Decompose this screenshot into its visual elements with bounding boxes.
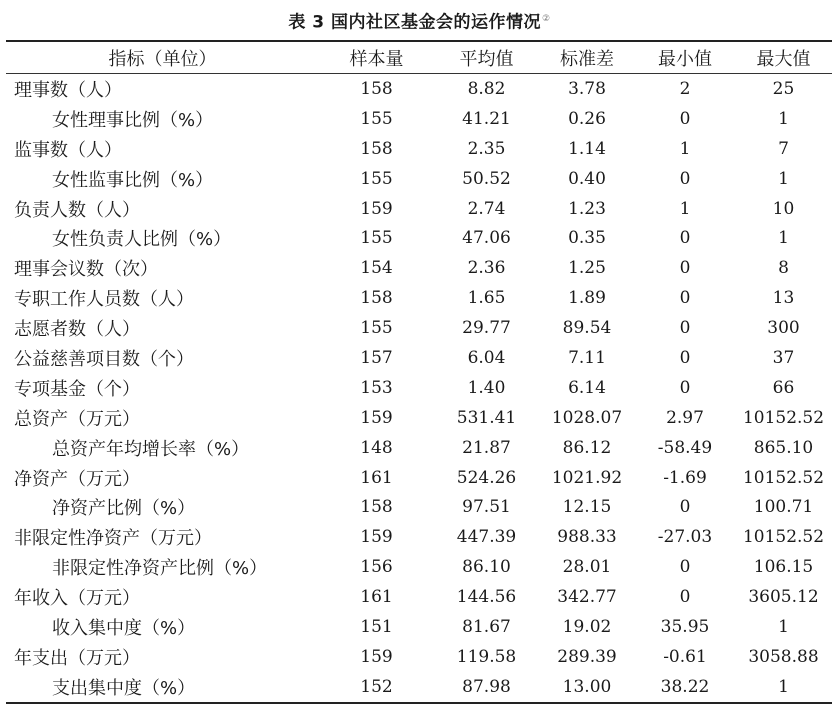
cell-min: -58.49 [657,437,713,458]
cell-mean: 1.65 [467,288,506,309]
header-mean: 平均值 [434,41,539,74]
cell-mean: 2.36 [467,258,506,279]
cell-min: 0 [679,587,691,608]
cell-std-dev: 3.78 [568,78,606,99]
cell-max: 1 [778,228,789,249]
cell-indicator: 女性理事比例（%） [52,109,214,131]
cell-min: 0 [679,168,691,189]
cell-max: 300 [767,318,800,339]
header-sample-size: 样本量 [319,41,434,74]
table-header [6,41,832,74]
table-title-text: 表 3 国内社区基金会的运作情况 [288,12,542,33]
cell-std-dev: 988.33 [557,527,617,548]
table-row [6,492,832,522]
cell-max: 10152.52 [742,467,825,488]
cell-mean: 524.26 [456,467,517,488]
cell-sample-size: 155 [360,318,393,339]
cell-sample-size: 151 [360,616,393,637]
cell-std-dev: 6.14 [568,377,606,398]
table-row [6,552,832,582]
cell-indicator: 公益慈善项目数（个） [14,348,194,370]
cell-std-dev: 0.26 [568,108,606,129]
cell-min: 2.97 [666,407,704,428]
table-row [6,463,832,493]
table-row [6,343,832,373]
cell-std-dev: 0.35 [568,228,606,249]
cell-min: 0 [679,228,691,249]
cell-indicator: 净资产（万元） [14,468,140,490]
table-row [6,194,832,224]
cell-max: 1 [778,108,789,129]
cell-max: 37 [772,347,795,368]
cell-mean: 531.41 [456,407,517,428]
cell-min: 38.22 [660,676,710,697]
statistics-table [6,40,832,704]
cell-std-dev: 0.40 [568,168,606,189]
cell-sample-size: 158 [360,497,393,518]
cell-std-dev: 7.11 [568,347,606,368]
header-row [6,41,832,74]
cell-mean: 447.39 [456,527,517,548]
footnote-marker: ② [542,14,551,24]
table-row [6,74,832,104]
cell-min: -1.69 [663,467,707,488]
table-row [6,164,832,194]
cell-max: 106.15 [753,557,814,578]
cell-indicator: 净资产比例（%） [52,498,196,520]
cell-max: 10 [772,198,795,219]
table-title [0,4,839,34]
cell-std-dev: 1021.92 [551,467,623,488]
cell-sample-size: 159 [360,407,393,428]
cell-mean: 2.74 [467,198,506,219]
table-row [6,403,832,433]
cell-min: 0 [679,377,691,398]
header-max: 最大值 [735,41,832,74]
cell-indicator: 理事数（人） [14,79,122,101]
table-row [6,642,832,672]
cell-max: 1 [778,616,789,637]
cell-min: 2 [679,78,691,99]
table-row [6,373,832,403]
cell-mean: 41.21 [462,108,511,129]
table-body [6,74,832,703]
cell-indicator: 志愿者数（人） [14,319,140,341]
cell-mean: 6.04 [467,347,506,368]
cell-indicator: 监事数（人） [14,139,122,161]
cell-mean: 29.77 [462,318,511,339]
cell-indicator: 年收入（万元） [14,588,140,610]
cell-indicator: 总资产（万元） [14,408,140,430]
cell-max: 100.71 [753,497,814,518]
cell-indicator: 收入集中度（%） [52,617,196,639]
table-row [6,522,832,552]
cell-sample-size: 153 [360,377,393,398]
cell-sample-size: 159 [360,646,393,667]
table-row [6,253,832,283]
cell-min: 35.95 [660,616,710,637]
cell-min: 0 [679,557,691,578]
cell-std-dev: 1028.07 [551,407,623,428]
cell-mean: 86.10 [462,557,511,578]
cell-max: 13 [772,288,795,309]
cell-std-dev: 86.12 [562,437,612,458]
table-row [6,134,832,164]
cell-std-dev: 13.00 [562,676,612,697]
table-row [6,223,832,253]
header-min: 最小值 [635,41,735,74]
cell-max: 1 [778,676,789,697]
table-row [6,582,832,612]
cell-max: 1 [778,168,789,189]
cell-sample-size: 154 [360,258,393,279]
cell-std-dev: 19.02 [562,616,612,637]
cell-sample-size: 158 [360,78,393,99]
cell-min: 1 [679,198,691,219]
cell-sample-size: 157 [360,347,393,368]
cell-mean: 50.52 [462,168,511,189]
cell-sample-size: 158 [360,138,393,159]
cell-min: -0.61 [663,646,707,667]
table-row [6,313,832,343]
cell-mean: 1.40 [467,377,506,398]
cell-sample-size: 158 [360,288,393,309]
cell-max: 10152.52 [742,527,825,548]
table-row [6,283,832,313]
cell-mean: 81.67 [462,616,511,637]
cell-mean: 97.51 [462,497,511,518]
cell-max: 66 [772,377,795,398]
cell-sample-size: 159 [360,527,393,548]
cell-min: 1 [679,138,691,159]
cell-indicator: 负责人数（人） [14,199,140,221]
cell-min: 0 [679,318,691,339]
cell-sample-size: 152 [360,676,393,697]
cell-max: 865.10 [753,437,814,458]
cell-indicator: 支出集中度（%） [52,677,196,699]
cell-max: 10152.52 [742,407,825,428]
cell-std-dev: 1.23 [568,198,606,219]
cell-sample-size: 159 [360,198,393,219]
cell-indicator: 非限定性净资产（万元） [14,528,212,550]
cell-min: 0 [679,108,691,129]
cell-indicator: 总资产年均增长率（%） [52,438,250,460]
cell-min: 0 [679,288,691,309]
cell-min: 0 [679,347,691,368]
cell-sample-size: 148 [360,437,393,458]
cell-indicator: 专项基金（个） [14,378,140,400]
cell-mean: 119.58 [456,646,517,667]
table-row [6,612,832,642]
cell-indicator: 非限定性净资产比例（%） [52,558,268,580]
cell-mean: 8.82 [467,78,506,99]
cell-mean: 144.56 [456,587,517,608]
cell-max: 25 [772,78,795,99]
cell-sample-size: 155 [360,108,393,129]
table-row [6,104,832,134]
cell-sample-size: 161 [360,467,393,488]
cell-mean: 87.98 [462,676,511,697]
table-row [6,672,832,703]
cell-std-dev: 342.77 [557,587,617,608]
cell-std-dev: 289.39 [557,646,617,667]
cell-mean: 2.35 [467,138,506,159]
cell-std-dev: 1.25 [568,258,606,279]
cell-max: 7 [778,138,789,159]
cell-sample-size: 161 [360,587,393,608]
cell-min: 0 [679,258,691,279]
cell-mean: 47.06 [462,228,511,249]
cell-min: -27.03 [657,527,713,548]
table-row [6,433,832,463]
header-std-dev: 标准差 [539,41,635,74]
cell-std-dev: 28.01 [562,557,612,578]
cell-indicator: 专职工作人员数（人） [14,289,194,311]
header-indicator: 指标（单位） [6,41,319,74]
cell-max: 3058.88 [748,646,819,667]
cell-sample-size: 155 [360,228,393,249]
cell-max: 8 [778,258,789,279]
cell-std-dev: 12.15 [562,497,612,518]
cell-mean: 21.87 [462,437,511,458]
cell-indicator: 年支出（万元） [14,647,140,669]
cell-min: 0 [679,497,691,518]
cell-sample-size: 155 [360,168,393,189]
cell-std-dev: 89.54 [562,318,612,339]
cell-indicator: 女性负责人比例（%） [52,229,232,251]
cell-indicator: 女性监事比例（%） [52,169,214,191]
cell-max: 3605.12 [748,587,819,608]
cell-std-dev: 1.14 [568,138,606,159]
cell-indicator: 理事会议数（次） [14,259,158,281]
cell-std-dev: 1.89 [568,288,606,309]
cell-sample-size: 156 [360,557,393,578]
